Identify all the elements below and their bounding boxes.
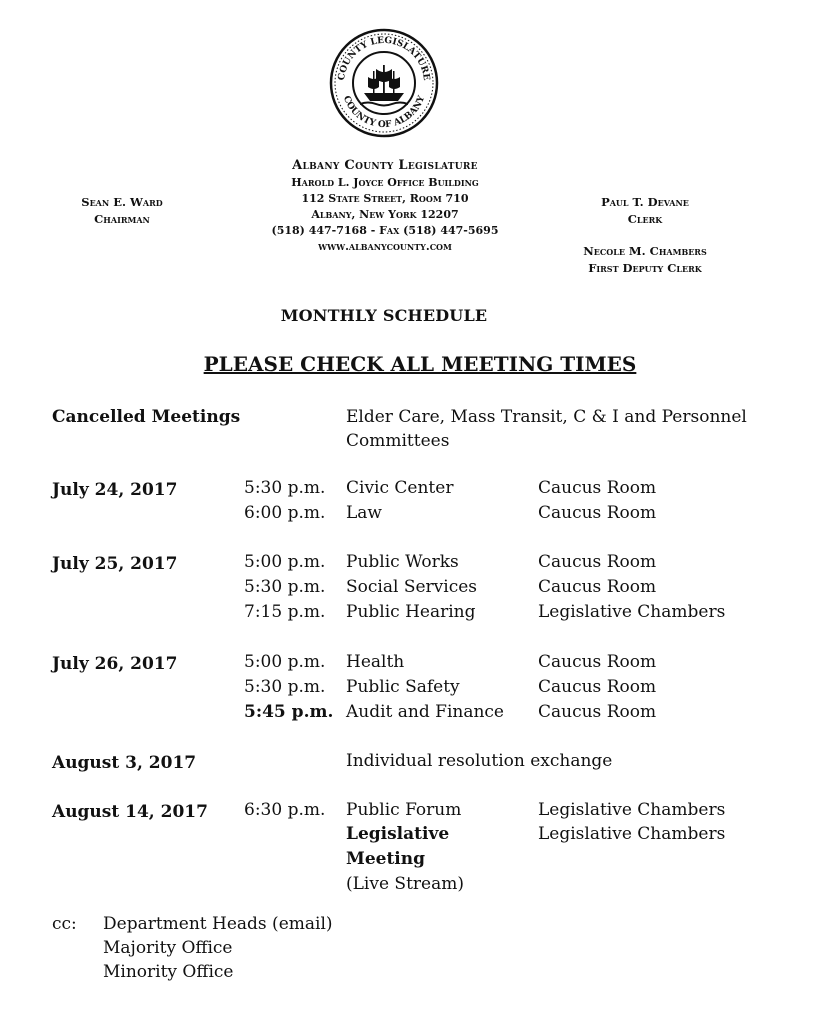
meeting-committee-bold: Legislative (346, 824, 450, 844)
meeting-location: Caucus Room (538, 552, 657, 572)
meeting-committee: Public Forum (346, 800, 462, 820)
schedule-date: July 25, 2017 (52, 554, 178, 574)
page-subtitle: PLEASE CHECK ALL MEETING TIMES (203, 352, 637, 376)
organization-name: Albany County Legislature (292, 158, 478, 173)
meeting-committee: Civic Center (346, 478, 454, 498)
schedule-date: August 14, 2017 (52, 802, 208, 822)
cc-item: Department Heads (email) (103, 914, 333, 934)
meeting-committee: Public Works (346, 552, 459, 572)
page-title: MONTHLY SCHEDULE (280, 306, 488, 325)
schedule-date: July 26, 2017 (52, 654, 178, 674)
meeting-committee: Health (346, 652, 405, 672)
meeting-committee: Individual resolution exchange (346, 751, 613, 771)
deputy-clerk-title: First Deputy Clerk (588, 261, 702, 275)
meeting-committee: Social Services (346, 577, 477, 597)
chairman-name: Sean E. Ward (81, 195, 163, 209)
meeting-location: Caucus Room (538, 577, 657, 597)
meeting-location: Legislative Chambers (538, 800, 726, 820)
meeting-location: Caucus Room (538, 652, 657, 672)
website: www.albanycounty.com (318, 240, 452, 253)
schedule-date: July 24, 2017 (52, 480, 178, 500)
city-address: Albany, New York 12207 (311, 208, 459, 221)
street-address: 112 State Street, Room 710 (301, 192, 469, 205)
cc-item: Minority Office (103, 962, 234, 982)
meeting-note: (Live Stream) (346, 874, 464, 894)
meeting-location: Legislative Chambers (538, 602, 726, 622)
meeting-time: 5:30 p.m. (244, 478, 326, 498)
building-name: Harold L. Joyce Office Building (291, 176, 479, 189)
meeting-time: 5:30 p.m. (244, 577, 326, 597)
meeting-time: 5:00 p.m. (244, 652, 326, 672)
meeting-location: Caucus Room (538, 702, 657, 722)
meeting-location: Caucus Room (538, 478, 657, 498)
meeting-time: 6:00 p.m. (244, 503, 326, 523)
schedule-date: August 3, 2017 (52, 753, 197, 773)
seal-text-top: COUNTY LEGISLATURE (336, 35, 432, 82)
meeting-time: 5:00 p.m. (244, 552, 326, 572)
meeting-time: 5:30 p.m. (244, 677, 326, 697)
meeting-location: Caucus Room (538, 677, 657, 697)
meeting-time-highlighted: 5:45 p.m. (244, 702, 334, 722)
meeting-time: 6:30 p.m. (244, 800, 326, 820)
clerk-title: Clerk (627, 212, 663, 226)
chairman-title: Chairman (94, 212, 150, 226)
meeting-location: Legislative Chambers (538, 824, 726, 844)
cancelled-line-2: Committees (346, 431, 450, 451)
cc-label: cc: (52, 914, 77, 934)
meeting-committee: Public Hearing (346, 602, 476, 622)
meeting-time: 7:15 p.m. (244, 602, 326, 622)
meeting-committee: Law (346, 503, 382, 523)
clerk-name: Paul T. Devane (601, 195, 689, 209)
meeting-committee: Public Safety (346, 677, 460, 697)
deputy-clerk-name: Necole M. Chambers (583, 244, 707, 258)
meeting-committee: Audit and Finance (346, 702, 504, 722)
cancelled-label: Cancelled Meetings (52, 407, 241, 427)
seal-text-bottom: COUNTY OF ALBANY (340, 94, 428, 131)
cc-item: Majority Office (103, 938, 233, 958)
meeting-location: Caucus Room (538, 503, 657, 523)
phone-fax: (518) 447-7168 - Fax (518) 447-5695 (271, 224, 499, 237)
meeting-committee-bold: Meeting (346, 849, 426, 869)
cancelled-line-1: Elder Care, Mass Transit, C & I and Personnel (346, 407, 747, 427)
